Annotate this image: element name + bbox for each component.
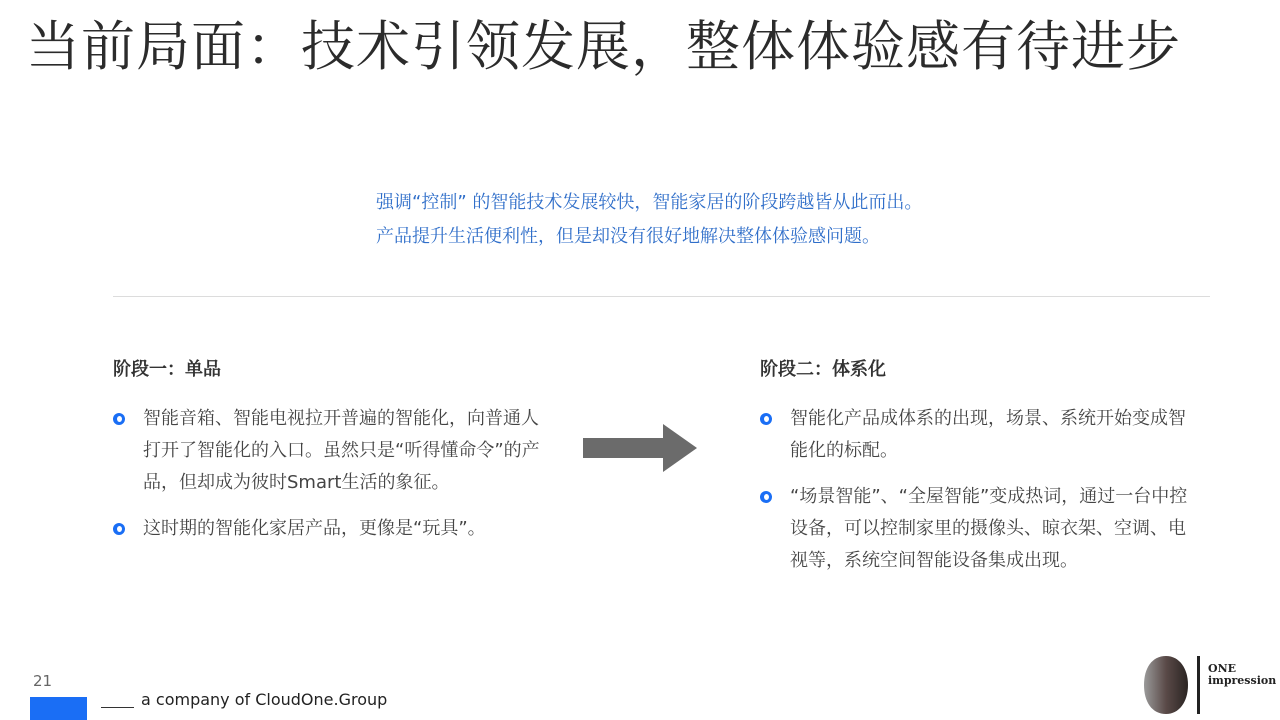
- bullet-text: 智能音箱、智能电视拉开普遍的智能化，向普通人打开了智能化的入口。虽然只是“听得懂命令”的产品，但却成为彼时Smart生活的象征。: [143, 408, 540, 493]
- page-title: 当前局面：技术引领发展，整体体验感有待进步: [26, 15, 1181, 78]
- bullet-text: 智能化产品成体系的出现，场景、系统开始变成智能化的标配。: [790, 408, 1186, 461]
- stage-one-column: [113, 355, 553, 559]
- bullet-dot-icon: [760, 413, 772, 425]
- company-logo-icon: [1142, 654, 1202, 716]
- stage-one-bullet-1: [113, 403, 553, 499]
- intro-text: [376, 186, 1076, 254]
- bullet-dot-icon: [760, 491, 772, 503]
- bullet-text: 这时期的智能化家居产品，更像是“玩具”。: [143, 518, 486, 539]
- accent-block: [30, 697, 87, 720]
- bullet-dot-icon: [113, 413, 125, 425]
- intro-line-1: 强调“控制” 的智能技术发展较快，智能家居的阶段跨越皆从此而出。: [376, 192, 923, 213]
- right-arrow-icon: [583, 424, 698, 472]
- stage-one-bullet-2: [113, 513, 553, 545]
- bullet-dot-icon: [113, 523, 125, 535]
- stage-two-title: 阶段二：体系化: [760, 359, 886, 380]
- footer-rule: [101, 707, 134, 708]
- stage-one-title: 阶段一：单品: [113, 359, 221, 380]
- bullet-text: “场景智能”、“全屋智能”变成热词，通过一台中控设备，可以控制家里的摄像头、晾衣架、空调、电视等，系统空间智能设备集成出现。: [790, 486, 1188, 571]
- stage-two-column: [760, 355, 1190, 591]
- stage-two-bullet-2: [760, 481, 1190, 577]
- company-tagline: a company of CloudOne.Group: [141, 690, 388, 709]
- divider: [113, 296, 1210, 297]
- page-number: 21: [33, 672, 53, 690]
- intro-line-2: 产品提升生活便利性，但是却没有很好地解决整体体验感问题。: [376, 226, 880, 247]
- logo-line-2: impression: [1208, 674, 1277, 687]
- logo-wordmark: [1208, 663, 1276, 687]
- logo-line-1: ONE: [1208, 662, 1237, 675]
- stage-two-bullet-1: [760, 403, 1190, 467]
